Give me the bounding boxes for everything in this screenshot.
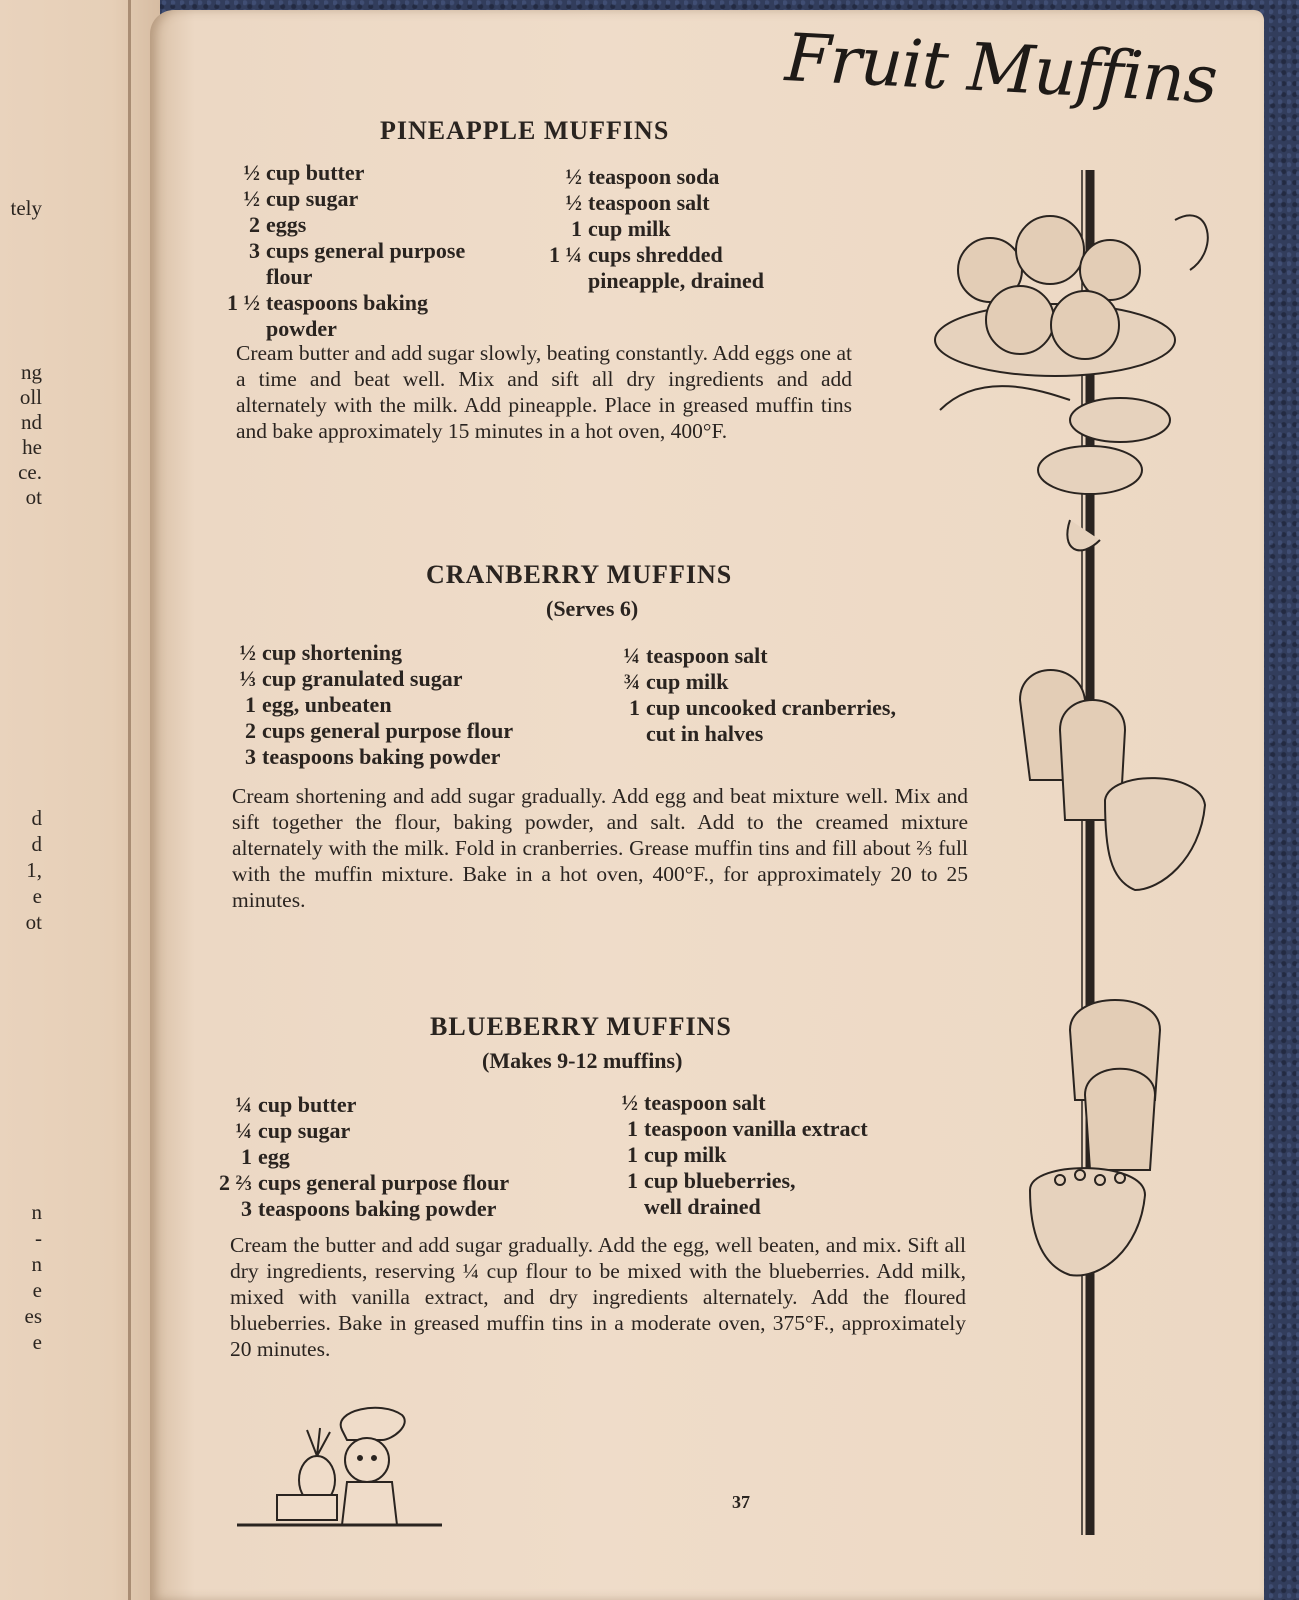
muffin-pole-illustration bbox=[920, 160, 1220, 1540]
left-page-text: ng bbox=[21, 360, 42, 384]
pineapple-slice-icon bbox=[1070, 398, 1170, 442]
ingredient: 2 eggs bbox=[249, 212, 307, 237]
ingredient: ¼ cup butter bbox=[235, 1092, 357, 1117]
ingredient: ¼ teaspoon salt bbox=[623, 643, 768, 668]
page-number: 37 bbox=[732, 1492, 750, 1512]
ingredient: 1 ½ teaspoons baking bbox=[227, 290, 429, 315]
left-page-text: e bbox=[32, 1278, 42, 1302]
left-page-text: e bbox=[32, 884, 42, 908]
left-page-text: ot bbox=[25, 485, 42, 509]
ingredient: ½ teaspoon soda bbox=[565, 164, 720, 189]
left-page-text: oll bbox=[19, 385, 42, 409]
ingredient: 3 teaspoons baking powder bbox=[241, 1196, 497, 1221]
ingredient: ¼ cup sugar bbox=[235, 1118, 351, 1143]
ingredients-right-blueberry bbox=[604, 1090, 868, 1220]
ingredient: ½ cup sugar bbox=[243, 186, 359, 211]
left-page-text: n bbox=[31, 1252, 42, 1276]
ingredients-left-cranberry bbox=[222, 640, 513, 770]
ingredient: powder bbox=[266, 316, 337, 341]
ingredients-right-pineapple bbox=[548, 164, 764, 294]
ingredient: 1 egg, unbeaten bbox=[245, 692, 392, 717]
ingredient: ½ teaspoon salt bbox=[565, 190, 710, 215]
ingredient: 2 cups general purpose flour bbox=[245, 718, 514, 743]
ingredients-left-pineapple bbox=[226, 160, 465, 342]
blueberry-muffin-icon bbox=[1030, 1000, 1160, 1276]
ingredient: 3 cups general purpose bbox=[249, 238, 466, 263]
ingredient: ⅓ cup granulated sugar bbox=[239, 666, 463, 691]
left-page-text: e bbox=[32, 1330, 42, 1354]
ingredient: 1 egg bbox=[241, 1144, 290, 1169]
ingredients-right-cranberry bbox=[606, 643, 896, 747]
left-page-text: nd bbox=[21, 410, 42, 434]
ingredient: pineapple, drained bbox=[588, 268, 765, 293]
ingredient: 1 cup uncooked cranberries, bbox=[629, 695, 896, 720]
left-page-text: ce. bbox=[18, 460, 42, 484]
ingredient: ¾ cup milk bbox=[623, 669, 729, 694]
ingredients-left-blueberry bbox=[218, 1092, 509, 1222]
ingredient: 2 ⅔ cups general purpose flour bbox=[219, 1170, 510, 1195]
left-page bbox=[0, 0, 160, 1600]
left-page-text: - bbox=[35, 1226, 42, 1250]
recipe-method-pineapple: Cream butter and add sugar slowly, beating constantly. Add eggs one at a time and beat well. Mix and sift all dry ingredients and add alternately with the milk. Add pineapple. Place in greased muffin tins and bake approximately 15 minutes in a hot oven, 400°F. bbox=[236, 341, 852, 443]
pineapple-slice-icon bbox=[1038, 446, 1142, 494]
left-page-text: d bbox=[31, 806, 42, 830]
ingredient: 1 cup milk bbox=[571, 216, 671, 241]
recipe-subtitle-blueberry: (Makes 9-12 muffins) bbox=[482, 1048, 683, 1073]
ingredient: ½ cup shortening bbox=[239, 640, 402, 665]
recipe-title-cranberry: CRANBERRY MUFFINS bbox=[426, 560, 733, 589]
ingredient: 1 ¼ cups shredded bbox=[549, 242, 723, 267]
left-page-text: d bbox=[31, 832, 42, 856]
left-page-text: tely bbox=[10, 196, 42, 220]
page-heading: Fruit Muffins bbox=[783, 19, 1219, 119]
ingredient: well drained bbox=[644, 1194, 761, 1219]
chef-illustration bbox=[232, 1400, 452, 1550]
cranberry-muffin-icon bbox=[1020, 670, 1205, 890]
left-page-text: ot bbox=[25, 910, 42, 934]
recipe-method-cranberry: Cream shortening and add sugar gradually. Add egg and beat mixture well. Mix and sift together the flour, baking powder, and salt. Add to the creamed mixture alternately with the milk. Fold in cranberries. Grease muffin tins and fill about ⅔ full with the muffin mixture. Bake in a hot oven, 400°F., for approximately 20 to 25 minutes. bbox=[232, 784, 968, 912]
ingredient: flour bbox=[266, 264, 313, 289]
ingredient: cut in halves bbox=[646, 721, 764, 746]
left-page-text: n bbox=[31, 1200, 42, 1224]
ingredient: 1 cup blueberries, bbox=[627, 1168, 796, 1193]
left-page-text: he bbox=[22, 435, 42, 459]
ingredient: 1 teaspoon vanilla extract bbox=[627, 1116, 868, 1141]
recipe-subtitle-cranberry: (Serves 6) bbox=[546, 596, 639, 621]
ingredient: 3 teaspoons baking powder bbox=[245, 744, 501, 769]
recipe-title-blueberry: BLUEBERRY MUFFINS bbox=[430, 1012, 732, 1041]
ingredient: ½ cup butter bbox=[243, 160, 365, 185]
ingredient: ½ teaspoon salt bbox=[621, 1090, 766, 1115]
book-spine bbox=[128, 0, 131, 1600]
ingredient: 1 cup milk bbox=[627, 1142, 727, 1167]
left-page-text: 1, bbox=[26, 858, 42, 882]
recipe-method-blueberry: Cream the butter and add sugar gradually. Add the egg, well beaten, and mix. Sift all dry ingredients, reserving ¼ cup flour to be mixed with the blueberries. Add milk, mixed with vanilla extract, and dry ingredients alternately. Add the floured blueberries. Bake in greased muffin tins in a moderate oven, 375°F., approximately 20 minutes. bbox=[230, 1233, 966, 1361]
left-page-text: es bbox=[24, 1304, 42, 1328]
recipe-title-pineapple: PINEAPPLE MUFFINS bbox=[380, 116, 670, 145]
